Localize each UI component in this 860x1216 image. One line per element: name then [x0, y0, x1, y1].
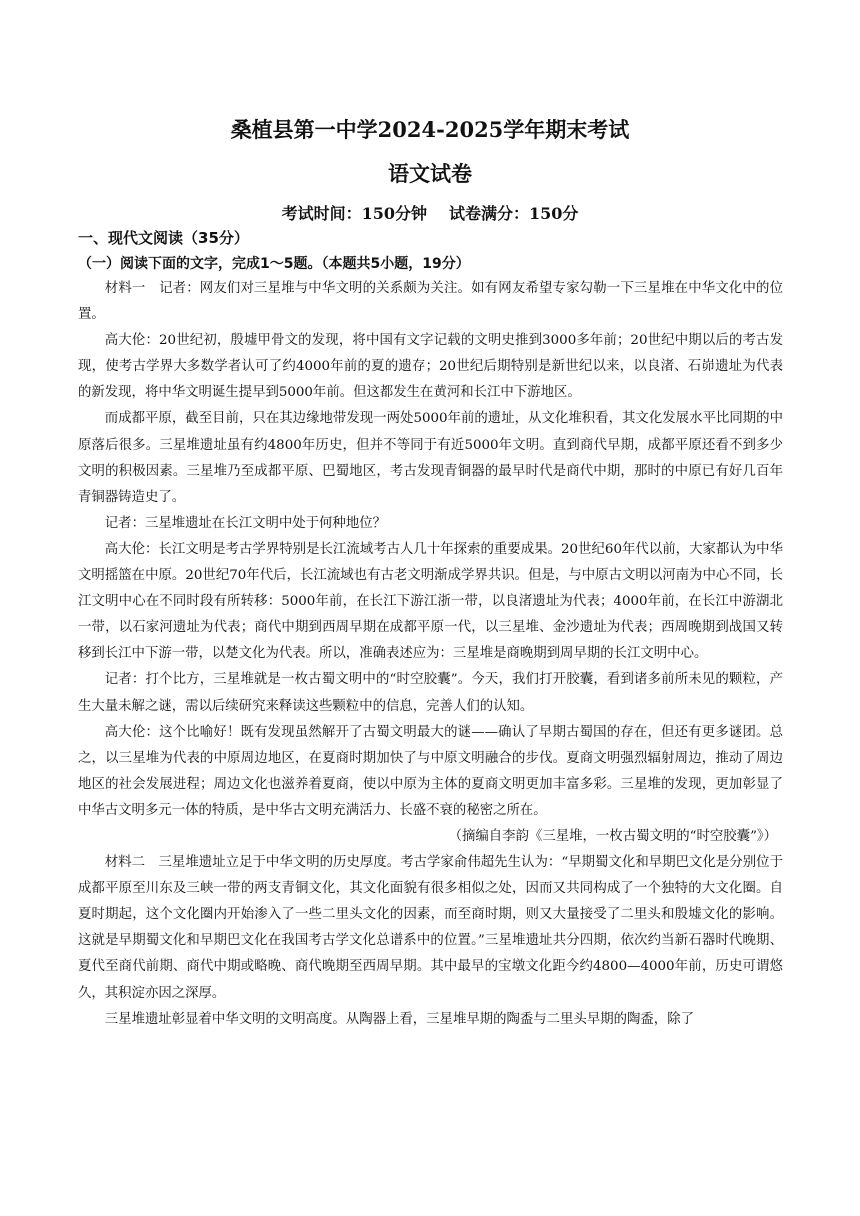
paragraph: 三星堆遗址彰显着中华文明的文明高度。从陶器上看，三星堆早期的陶盉与二里头早期的陶盉，除了: [104, 1011, 694, 1027]
exam-info-line: [0, 201, 860, 224]
paragraph: 材料二 三星堆遗址立足于中华文明的历史厚度。考古学家俞伟超先生认为：“早期蜀文化和早期巴文化是分别位于成都平原至川东及三峡一带的两支青铜文化，其文化面貌有很多相似之处，因而又共同构成了一个独特的大文化圈。自夏时期起，这个文化圈内开始渗入了一些二里头文化的因素，而至商时期，则又大量接受了二里头和殷墟文化的影响。这就是早期蜀文化和早期巴文化在我国考古学文化总谱系中的位置。”三星堆遗址共分四期，依次约当新石器时代晚期、夏代至商代前期、商代中期或略晚、商代晚期至西周早期。其中最早的宝墩文化距今约4800—4000年前，历史可谓悠久，其积淀亦因之深厚。: [78, 855, 783, 1001]
section-heading: 一、现代文阅读（35分）: [78, 229, 249, 247]
school-exam-title: 桑植县第一中学2024-2025学年期末考试: [230, 117, 630, 142]
full-score: 试卷满分：150分: [449, 204, 579, 223]
paragraph: 高大伦：20世纪初，殷墟甲骨文的发现，将中国有文字记载的文明史推到3000多年前；20世纪中期以后的考古发现，使考古学界大多数学者认可了约4000年前的夏的遗存；20世纪后期特别是新世纪以来，以良渚、石峁遗址为代表的新发现，将中华文明诞生提早到5000年前。但这都发生在黄河和长江中下游地区。: [78, 333, 783, 401]
reading-passage: [78, 276, 783, 1033]
paragraph: 材料一 记者：网友们对三星堆与中华文明的关系颇为关注。如有网友希望专家勾勒一下三星堆在中华文化中的位置。: [78, 281, 783, 323]
section-subheading: （一）阅读下面的文字，完成1～5题。（本题共5小题，19分）: [78, 256, 470, 272]
paragraph: 记者：三星堆遗址在长江文明中处于何种地位？: [104, 515, 386, 531]
source-note: （摘编自李韵《三星堆，一枚古蜀文明的“时空胶囊”》）: [448, 828, 777, 844]
paragraph: 高大伦：长江文明是考古学界特别是长江流域考古人几十年探索的重要成果。20世纪60年代以前，大家都认为中华文明摇篮在中原。20世纪70年代后，长江流域也有古老文明渐成学界共识。但是，与中原古文明以河南为中心不同，长江文明中心在不同时段有所转移：5000年前，在长江下游江浙一带，以良渚遗址为代表；4000年前，在长江中游湖北一带，以石家河遗址为代表；商代中期到西周早期在成都平原一代，以三星堆、金沙遗址为代表；西周晚期到战国又转移到长江中下游一带，以楚文化为代表。所以，准确表述应为：三星堆是商晚期到周早期的长江文明中心。: [78, 541, 783, 662]
exam-time: 考试时间：150分钟: [281, 204, 427, 223]
paragraph: 记者：打个比方，三星堆就是一枚古蜀文明中的“时空胶囊”。今天，我们打开胶囊，看到诸多前所未见的颗粒，产生大量未解之谜，需以后续研究来释读这些颗粒中的信息，完善人们的认知。: [78, 672, 783, 714]
paper-title: 语文试卷: [388, 161, 472, 186]
paragraph: 而成都平原，截至目前，只在其边缘地带发现一两处5000年前的遗址，从文化堆积看，其文化发展水平比同期的中原落后很多。三星堆遗址虽有约4800年历史，但并不等同于有近5000年文明。直到商代早期，成都平原还看不到多少文明的积极因素。三星堆乃至成都平原、巴蜀地区，考古发现青铜器的最早时代是商代中期，那时的中原已有好几百年青铜器铸造史了。: [78, 411, 783, 505]
paragraph: 高大伦：这个比喻好！既有发现虽然解开了古蜀文明最大的谜——确认了早期古蜀国的存在，但还有更多谜团。总之，以三星堆为代表的中原周边地区，在夏商时期加快了与中原文明融合的步伐。夏商文明强烈辐射周边，推动了周边地区的社会发展进程；周边文化也滋养着夏商，使以中原为主体的夏商文明更加丰富多彩。三星堆的发现，更加彰显了中华古文明多元一体的特质，是中华古文明充满活力、长盛不衰的秘密之所在。: [78, 724, 783, 818]
